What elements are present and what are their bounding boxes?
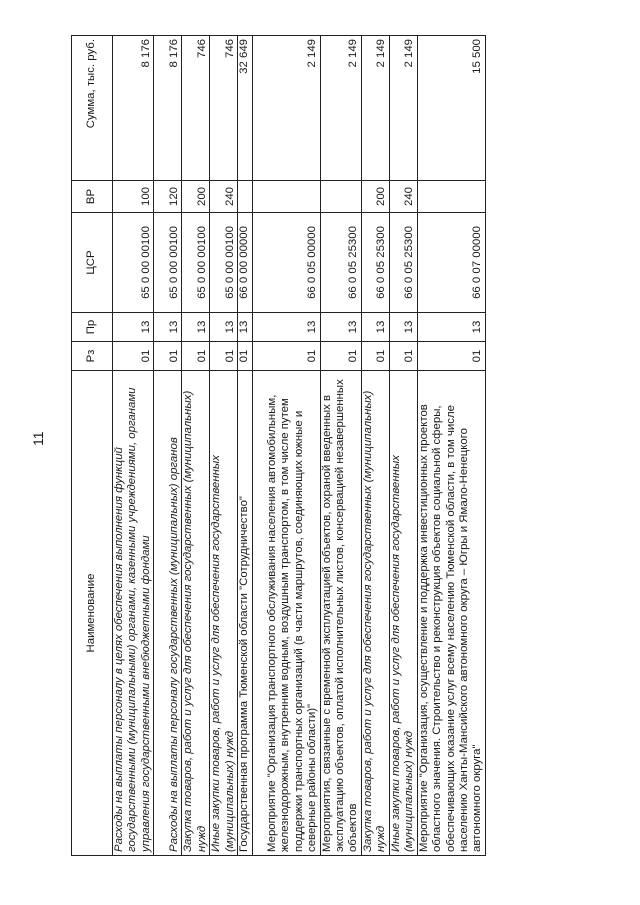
row-name: Иные закупки товаров, работ и услуг для обеспечения государственных (муниципальных) нужд	[210, 371, 238, 856]
row-sum: 8 176	[113, 36, 154, 181]
row-vr: 200	[361, 181, 389, 213]
row-rz: 01	[238, 342, 252, 371]
row-rz: 01	[361, 342, 389, 371]
table-row	[154, 36, 182, 856]
row-pr: 13	[113, 313, 154, 342]
row-sum: 746	[182, 36, 210, 181]
row-vr	[238, 181, 252, 213]
row-csr: 65 0 00 00100	[182, 213, 210, 313]
table-row	[320, 36, 361, 856]
row-sum: 2 149	[252, 36, 320, 181]
table-header-row	[72, 36, 113, 856]
row-sum: 746	[210, 36, 238, 181]
row-csr: 66 0 00 00000	[238, 213, 252, 313]
header-csr: ЦСР	[72, 213, 113, 313]
row-sum: 2 149	[320, 36, 361, 181]
header-rz: Рз	[72, 342, 113, 371]
row-name: Расходы на выплаты персоналу государственных (муниципальных) органов	[154, 371, 182, 856]
row-pr: 13	[252, 313, 320, 342]
row-csr: 65 0 00 00100	[154, 213, 182, 313]
table-row	[182, 36, 210, 856]
row-rz: 01	[417, 342, 485, 371]
row-pr: 13	[361, 313, 389, 342]
row-rz: 01	[252, 342, 320, 371]
row-name: Закупка товаров, работ и услуг для обеспечения государственных (муниципальных) нужд	[361, 371, 389, 856]
row-name: Расходы на выплаты персоналу в целях обеспечения выполнения функций государственными (муниципальными) органами, казенными учреждениями, органами управления государственными внебюджетными фондами	[113, 371, 154, 856]
budget-table-container	[71, 36, 568, 856]
row-sum: 32 649	[238, 36, 252, 181]
row-name: Мероприятие "Организация транспортного обслуживания населения автомобильным, железнодорожным, внутренним водным, воздушным транспортом, в том числе путем поддержки транспортных организаций (в части маршрутов, соединяющих южные и северные районы области)"	[252, 371, 320, 856]
row-pr: 13	[154, 313, 182, 342]
header-sum: Сумма, тыс. руб.	[72, 36, 113, 181]
row-vr: 200	[182, 181, 210, 213]
header-vr: ВР	[72, 181, 113, 213]
table-row	[389, 36, 417, 856]
row-csr: 66 0 07 00000	[417, 213, 485, 313]
row-name: Мероприятие "Организация, осуществление и поддержка инвестиционных проектов областного значения. Строительство и реконструкция объектов социальной сферы, обеспечивающих оказание услуг всему населению Тюменской области, в том числе населению Ханты-Мансийского автономного округа – Югры и Ямало-Ненецкого автономного округа"	[417, 371, 485, 856]
header-pr: Пр	[72, 313, 113, 342]
row-csr: 66 0 05 25300	[389, 213, 417, 313]
row-vr	[252, 181, 320, 213]
row-rz: 01	[389, 342, 417, 371]
table-row	[113, 36, 154, 856]
row-sum: 8 176	[154, 36, 182, 181]
row-sum: 2 149	[361, 36, 389, 181]
row-pr: 13	[182, 313, 210, 342]
row-sum: 15 500	[417, 36, 485, 181]
row-name: Государственная программа Тюменской области "Сотрудничество"	[238, 371, 252, 856]
header-name: Наименование	[72, 371, 113, 856]
row-vr: 120	[154, 181, 182, 213]
row-rz: 01	[182, 342, 210, 371]
row-rz: 01	[154, 342, 182, 371]
row-rz: 01	[320, 342, 361, 371]
table-row	[252, 36, 320, 856]
row-pr: 13	[417, 313, 485, 342]
row-name: Закупка товаров, работ и услуг для обеспечения государственных (муниципальных) нужд	[182, 371, 210, 856]
row-csr: 66 0 05 25300	[361, 213, 389, 313]
row-vr	[320, 181, 361, 213]
row-pr: 13	[238, 313, 252, 342]
table-row	[417, 36, 485, 856]
row-rz: 01	[113, 342, 154, 371]
row-rz: 01	[210, 342, 238, 371]
row-pr: 13	[320, 313, 361, 342]
row-pr: 13	[389, 313, 417, 342]
page-number: 11	[30, 431, 46, 446]
table-row	[238, 36, 252, 856]
row-vr: 240	[389, 181, 417, 213]
row-vr	[417, 181, 485, 213]
row-name: Иные закупки товаров, работ и услуг для обеспечения государственных (муниципальных) нужд	[389, 371, 417, 856]
row-csr: 65 0 00 00100	[210, 213, 238, 313]
row-sum: 2 149	[389, 36, 417, 181]
row-vr: 240	[210, 181, 238, 213]
table-row	[361, 36, 389, 856]
row-csr: 66 0 05 00000	[252, 213, 320, 313]
row-csr: 66 0 05 25300	[320, 213, 361, 313]
budget-table	[71, 35, 486, 856]
row-csr: 65 0 00 00100	[113, 213, 154, 313]
row-vr: 100	[113, 181, 154, 213]
row-name: Мероприятия, связанные с временной эксплуатацией объектов, охраной введенных в эксплуатацию объектов, оплатой исполнительных листов, консервацией незавершенных объектов	[320, 371, 361, 856]
row-pr: 13	[210, 313, 238, 342]
table-row	[210, 36, 238, 856]
